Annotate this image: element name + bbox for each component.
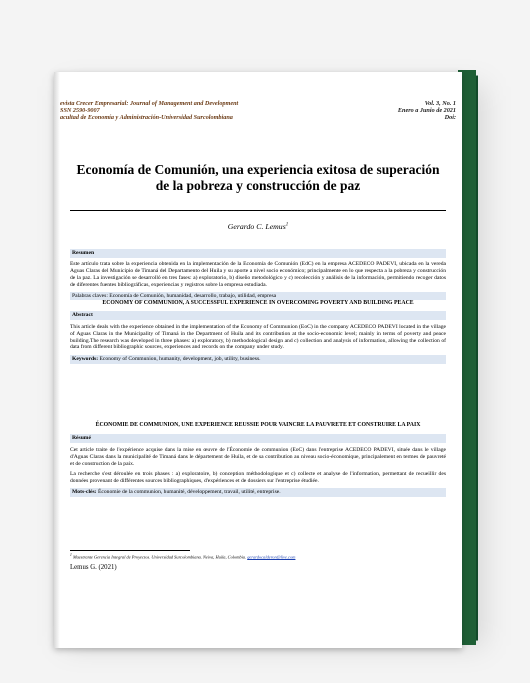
french-keywords-label: Mots-clés: — [72, 489, 97, 496]
author-name: Gerardo C. Lemus — [227, 222, 286, 231]
french-keywords — [70, 488, 446, 497]
french-keywords-text: Économie de la communion, humanité, développement, travail, utilité, entreprise. — [97, 489, 281, 496]
page-footer: Lemus G. (2021) — [70, 564, 117, 571]
journal-header-right — [336, 100, 456, 122]
english-keywords — [70, 355, 446, 364]
resumen-keywords: Palabras claves: Economía de Comunión, humanidad, desarrollo, trabajo, utilidad, empresa — [70, 292, 446, 301]
footnote-email-link[interactable]: gerardocalderon@live.com — [247, 554, 296, 560]
title-divider — [70, 210, 446, 211]
page-edge — [54, 72, 60, 648]
resume-body-2: La recherche s'est déroulée en trois phases : a) exploratoire, b) conception méthodologique et c) collecte et analyse de l'information, permettant de recueillir des données provenant de différentes sources bibliographiques, d'expériences et de dossiers sur l'entreprise étudiée. — [70, 471, 446, 485]
abstract-heading: Abstract — [70, 311, 446, 320]
article-author — [70, 222, 446, 231]
abstract-body: This article deals with the experience obtained in the implementation of the Economy of Communion (EoC) in the company ACEDECO PADEVI located in the village of Aguas Claras in the Municipality of Timaná in the Department of Huila and its contribution at the socio-economic level; mainly in terms of poverty and peace building.The research was developed in three phases: a) exploratory, b) methodological design and c) collection and analysis of information, allowing the collection of data from different bibliographic sources, experiences and records on the company under study. — [70, 323, 446, 351]
footnote-divider — [70, 550, 190, 551]
article-title: Economía de Comunión, una experiencia exitosa de superación de la pobreza y construcción de paz — [76, 162, 440, 193]
resumen-section — [70, 249, 446, 300]
journal-doi: Doi: — [444, 114, 456, 122]
english-title: ECONOMY OF COMMUNION, A SUCCESSFUL EXPERIENCE IN OVERCOMING POVERTY AND BUILDING PEACE — [102, 300, 414, 306]
author-footnote-mark: 1 — [285, 222, 289, 228]
french-title: ÉCONOMIE DE COMMUNION, UNE EXPERIENCE REUSSIE POUR VAINCRE LA PAUVRETE ET CONSTRUIRE LA PAIX — [95, 422, 421, 428]
journal-header — [60, 100, 456, 130]
english-section — [70, 300, 446, 364]
footnote-mark: 1 — [70, 553, 72, 557]
french-section — [70, 422, 446, 497]
journal-period: Enero a Junio de 2021 — [397, 107, 456, 115]
resume-body-1: Cet article traite de l'expérience acquise dans la mise en œuvre de l'Économie de communion (EoC) dans l'entreprise ACEDECO PADEVI, située dans le village d'Aguas Claras dans la municipalité de Timaná dans le département de Huila, et de sa contribution au niveau socio-économique, principalement en termes de pauvreté et de construction de la paix. — [70, 446, 446, 467]
journal-issn: SSN 2590-9007 — [60, 107, 100, 115]
book-cover-page — [54, 72, 462, 648]
english-keywords-text: Economy of Communion, humanity, development, job, utility, business. — [99, 356, 261, 363]
english-keywords-label: Keywords: — [72, 356, 99, 363]
footnote — [70, 553, 446, 559]
journal-faculty: acultad de Economía y Administración-Universidad Surcolombiana — [60, 114, 233, 122]
journal-volume: Vol. 3, No. 1 — [424, 100, 456, 107]
journal-header-left — [60, 100, 310, 122]
resume-heading: Résumé — [70, 434, 446, 443]
resumen-body: Este artículo trata sobre la experiencia obtenida en la implementación de la Economía de Comunión (EdC) en la empresa ACEDECO PADEVI, ubicada en la vereda Aguas Claras del Municipio de Timaná del Departamento del Huila y su aporte a nivel socio económico; principalmente en lo que respecta a la pobreza y construcción de la paz. La investigación se desarrolló en tres fases: a) exploratorio, b) diseño metodológico y c) recolección y análisis de la información, permitiendo recoger datos de diferentes fuentes bibliográficas, experiencias y registros sobre la empresa estudiada. — [70, 260, 446, 288]
journal-name: evista Crecer Empresarial: Journal of Management and Development — [60, 100, 239, 107]
footnote-text: Maestrante Gerencia Integral de Proyectos. Universidad Surcolombiana. Neiva, Huila, Colombia. — [72, 554, 247, 560]
resumen-heading: Resumen — [70, 249, 446, 258]
